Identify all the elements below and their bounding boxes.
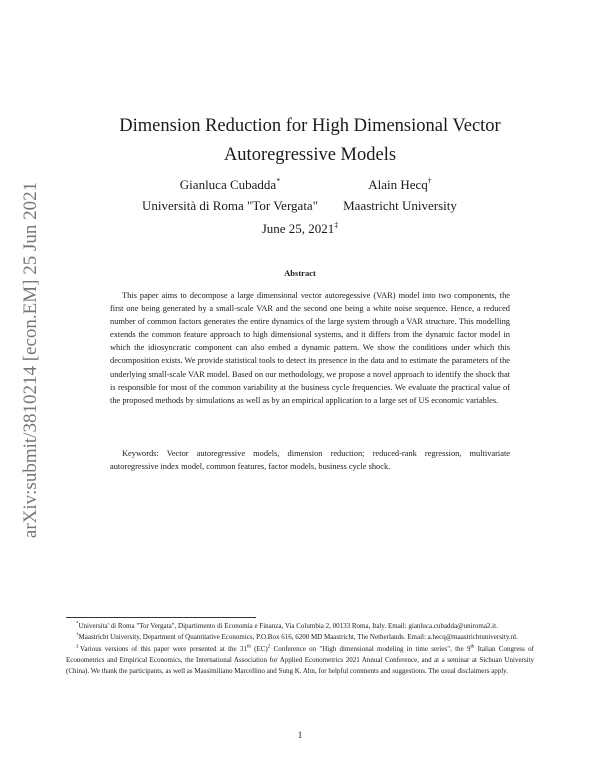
- footnote-1: [66, 621, 534, 632]
- footnote-text: Universita' di Roma "Tor Vergata", Dipartimento di Economia e Finanza, Via Columbia 2, 00133 Roma, Italy. Email: gianluca.cubadda@uniroma2.it.: [78, 622, 498, 630]
- author-name: Alain Hecq: [368, 177, 428, 192]
- footnote-text: Various versions of this paper were presented at the 31: [80, 644, 247, 653]
- footnote-text: Maastricht University, Department of Quantitative Economics, P.O.Box 616, 6200 MD Maastricht, The Netherlands. Email: a.hecq@maastrichtuniversity.nl.: [78, 633, 518, 642]
- keywords: Keywords: Vector autoregressive models, dimension reduction; reduced-rank regression, multivariate autoregressive index model, common features, factor models, business cycle shock.: [110, 449, 510, 472]
- footnote-3: [66, 644, 534, 678]
- page-number: 1: [297, 730, 303, 740]
- author-footnote-mark: *: [276, 176, 281, 186]
- footnotes: [66, 621, 534, 677]
- author-footnote-mark: †: [427, 176, 432, 186]
- footnote-text: (EC): [250, 644, 268, 653]
- footnote-2: [66, 632, 534, 643]
- abstract-heading: Abstract: [284, 268, 316, 278]
- footnote-text: Conference on "High dimensional modeling in time series", the 9: [270, 644, 471, 653]
- author-affiliation: Università di Roma "Tor Vergata": [141, 198, 319, 213]
- footnote-mark: ‡: [76, 644, 81, 650]
- paper-title: Dimension Reduction for High Dimensional Vector Autoregressive Models: [119, 116, 501, 165]
- paper-date: [0, 221, 600, 237]
- superscript: th: [470, 644, 475, 650]
- date-text: June 25, 2021: [261, 221, 335, 236]
- author-affiliation: Maastricht University: [343, 198, 457, 213]
- footnote-mark: *: [76, 621, 79, 627]
- author-block-1: [130, 174, 330, 216]
- date-footnote-mark: ‡: [334, 220, 339, 230]
- superscript: 2: [267, 644, 271, 650]
- superscript: th: [246, 644, 251, 650]
- footnote-rule: [66, 617, 256, 618]
- arxiv-identifier: arXiv:submit/3810214 [econ.EM] 25 Jun 2021: [20, 181, 41, 539]
- abstract-body: This paper aims to decompose a large dimensional vector autoregessive (VAR) model into two components, the first one being generated by a small-scale VAR and the second one being a white noise sequence. Hence, a reduced number of common factors generates the entire dynamics of the large system through a VAR structure. This modelling extends the common feature approach to high dimensional systems, and it differs from the dynamic factor model in which the idiosyncratic component can also embed a dynamic pattern. We show the conditions under which this decomposition exists. We provide statistical tools to detect its presence in the data and to estimate the parameters of the underlying small-scale VAR model. Based on our methodology, we propose a novel approach to identify the shock that is responsible for most of the common variability at the business cycle frequencies. We evaluate the practical value of the proposed methods by simulations as well as by an empirical application to a large set of US economic variables.: [110, 291, 510, 405]
- footnote-text: Italian Congress of Econometrics and Empirical Economics, the International Association for Applied Econometrics 2021 Annual Conference, and at a seminar at Sichuan University (China). We thank the participants, as well as Massimiliano Marcellino and Sung K. Ahn, for helpful comments and suggestions. The usual disclaimers apply.: [66, 644, 535, 676]
- author-block-2: [330, 174, 470, 216]
- author-name: Gianluca Cubadda: [179, 177, 277, 192]
- footnote-mark: †: [76, 632, 79, 638]
